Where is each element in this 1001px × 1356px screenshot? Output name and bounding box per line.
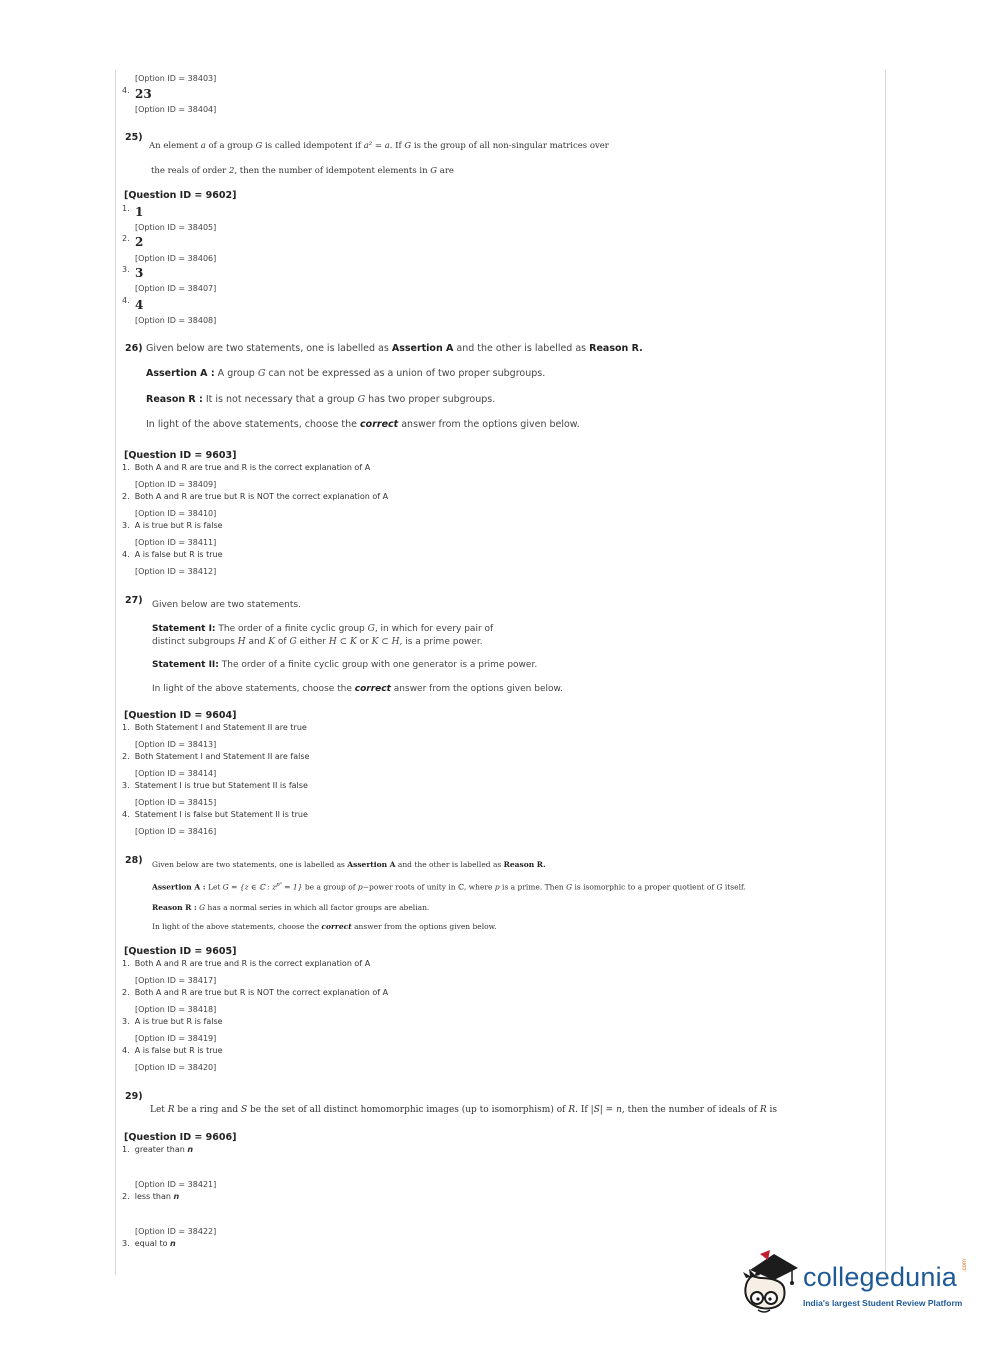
reason-text: Reason R : G has a normal series in which all factor groups are abelian. [152,903,430,912]
assertion-text: Assertion A : Let G = {z ∈ ℂ : $z^{p^n} = 1$} be a group of p−power roots of unity in ℂ, where p is a prime. Then G is isomorphic to a proper quotient of G itself. [152,882,746,892]
question-text: Given below are two statements. [152,600,301,610]
question-text: Given below are two statements, one is labelled as Assertion A and the other is labelled as Reason R. [152,860,546,869]
option-value: 23 [135,87,152,101]
option-id: [Option ID = 38408] [135,316,217,325]
option-id: [Option ID = 38411] [135,538,217,547]
option-value: 1 [135,205,144,219]
option-id: [Option ID = 38418] [135,1005,217,1014]
option-text: 1. Both Statement I and Statement II are true [122,723,307,732]
option-number: 1. [122,204,130,213]
option-number: 4. [122,296,130,305]
option-text: 1. Both A and R are true and R is the correct explanation of A [122,463,371,472]
brand-tagline: India's largest Student Review Platform [803,1298,963,1308]
option-text: 3. A is true but R is false [122,1017,223,1026]
option-number: 4. [122,86,130,95]
question-number: 29) [125,1091,143,1102]
instruction-text: In light of the above statements, choose the correct answer from the options given below. [152,684,563,694]
option-text: 3. equal to n [122,1239,176,1248]
option-text: 1. Both A and R are true and R is the correct explanation of A [122,959,371,968]
question-number: 27) [125,595,143,606]
question-text: Let R be a ring and S be the set of all distinct homomorphic images (up to isomorphism) of R. If |S| = n, then the number of ideals of R is [150,1105,778,1115]
brand-domain: .com [962,1258,968,1272]
mascot-icon [740,1248,802,1323]
option-text: 2. Both A and R are true but R is NOT the correct explanation of A [122,492,389,501]
option-text: 2. less than n [122,1192,180,1201]
option-id: [Option ID = 38412] [135,567,217,576]
option-value: 2 [135,235,144,249]
option-id: [Option ID = 38414] [135,769,217,778]
reason-text: Reason R : It is not necessary that a group G has two proper subgroups. [146,394,496,405]
option-text: 4. A is false but R is true [122,550,223,559]
question-number: 25) [125,132,143,143]
question-id: [Question ID = 9605] [124,946,237,957]
statement-two-text: Statement II: The order of a finite cyclic group with one generator is a prime power. [152,660,538,670]
instruction-text: In light of the above statements, choose the correct answer from the options given below. [146,419,580,430]
option-number: 3. [122,265,130,274]
option-id: [Option ID = 38419] [135,1034,217,1043]
option-text: 4. A is false but R is true [122,1046,223,1055]
question-number: 26) [125,343,143,354]
statement-one-text: Statement I: The order of a finite cyclic group G, in which for every pair of [152,624,494,634]
question-number: 28) [125,855,143,866]
option-id: [Option ID = 38422] [135,1227,217,1236]
option-id: [Option ID = 38409] [135,480,217,489]
option-id: [Option ID = 38416] [135,827,217,836]
option-id: [Option ID = 38420] [135,1063,217,1072]
instruction-text: In light of the above statements, choose the correct answer from the options given below. [152,922,497,931]
option-id: [Option ID = 38404] [135,105,217,114]
assertion-text: Assertion A : A group G can not be expressed as a union of two proper subgroups. [146,368,546,379]
option-text: 3. A is true but R is false [122,521,223,530]
option-id: [Option ID = 38417] [135,976,217,985]
option-text: 1. greater than n [122,1145,194,1154]
option-value: 4 [135,298,144,312]
option-id: [Option ID = 38421] [135,1180,217,1189]
option-id: [Option ID = 38413] [135,740,217,749]
option-id: [Option ID = 38405] [135,223,217,232]
option-text: 2. Both A and R are true but R is NOT the correct explanation of A [122,988,389,997]
option-id: [Option ID = 38403] [135,74,217,83]
option-id: [Option ID = 38407] [135,284,217,293]
statement-one-text: distinct subgroups H and K of G either H ⊂ K or K ⊂ H, is a prime power. [152,637,483,647]
left-margin-line [115,70,116,1275]
option-id: [Option ID = 38406] [135,254,217,263]
right-margin-line [885,70,886,1275]
option-number: 2. [122,234,130,243]
question-text: Given below are two statements, one is labelled as Assertion A and the other is labelled as Reason R. [146,343,643,354]
question-text: An element a of a group G is called idempotent if a² = a. If G is the group of all non-singular matrices over [149,141,609,151]
option-id: [Option ID = 38410] [135,509,217,518]
question-id: [Question ID = 9604] [124,710,237,721]
option-text: 2. Both Statement I and Statement II are false [122,752,310,761]
option-text: 4. Statement I is false but Statement II is true [122,810,308,819]
question-text: the reals of order 2, then the number of idempotent elements in G are [151,166,454,176]
question-id: [Question ID = 9602] [124,190,237,201]
collegedunia-logo [740,1248,980,1323]
option-id: [Option ID = 38415] [135,798,217,807]
brand-name: collegedunia [803,1262,958,1292]
option-text: 3. Statement I is true but Statement II is false [122,781,308,790]
question-id: [Question ID = 9603] [124,450,237,461]
option-value: 3 [135,266,144,280]
question-id: [Question ID = 9606] [124,1132,237,1143]
